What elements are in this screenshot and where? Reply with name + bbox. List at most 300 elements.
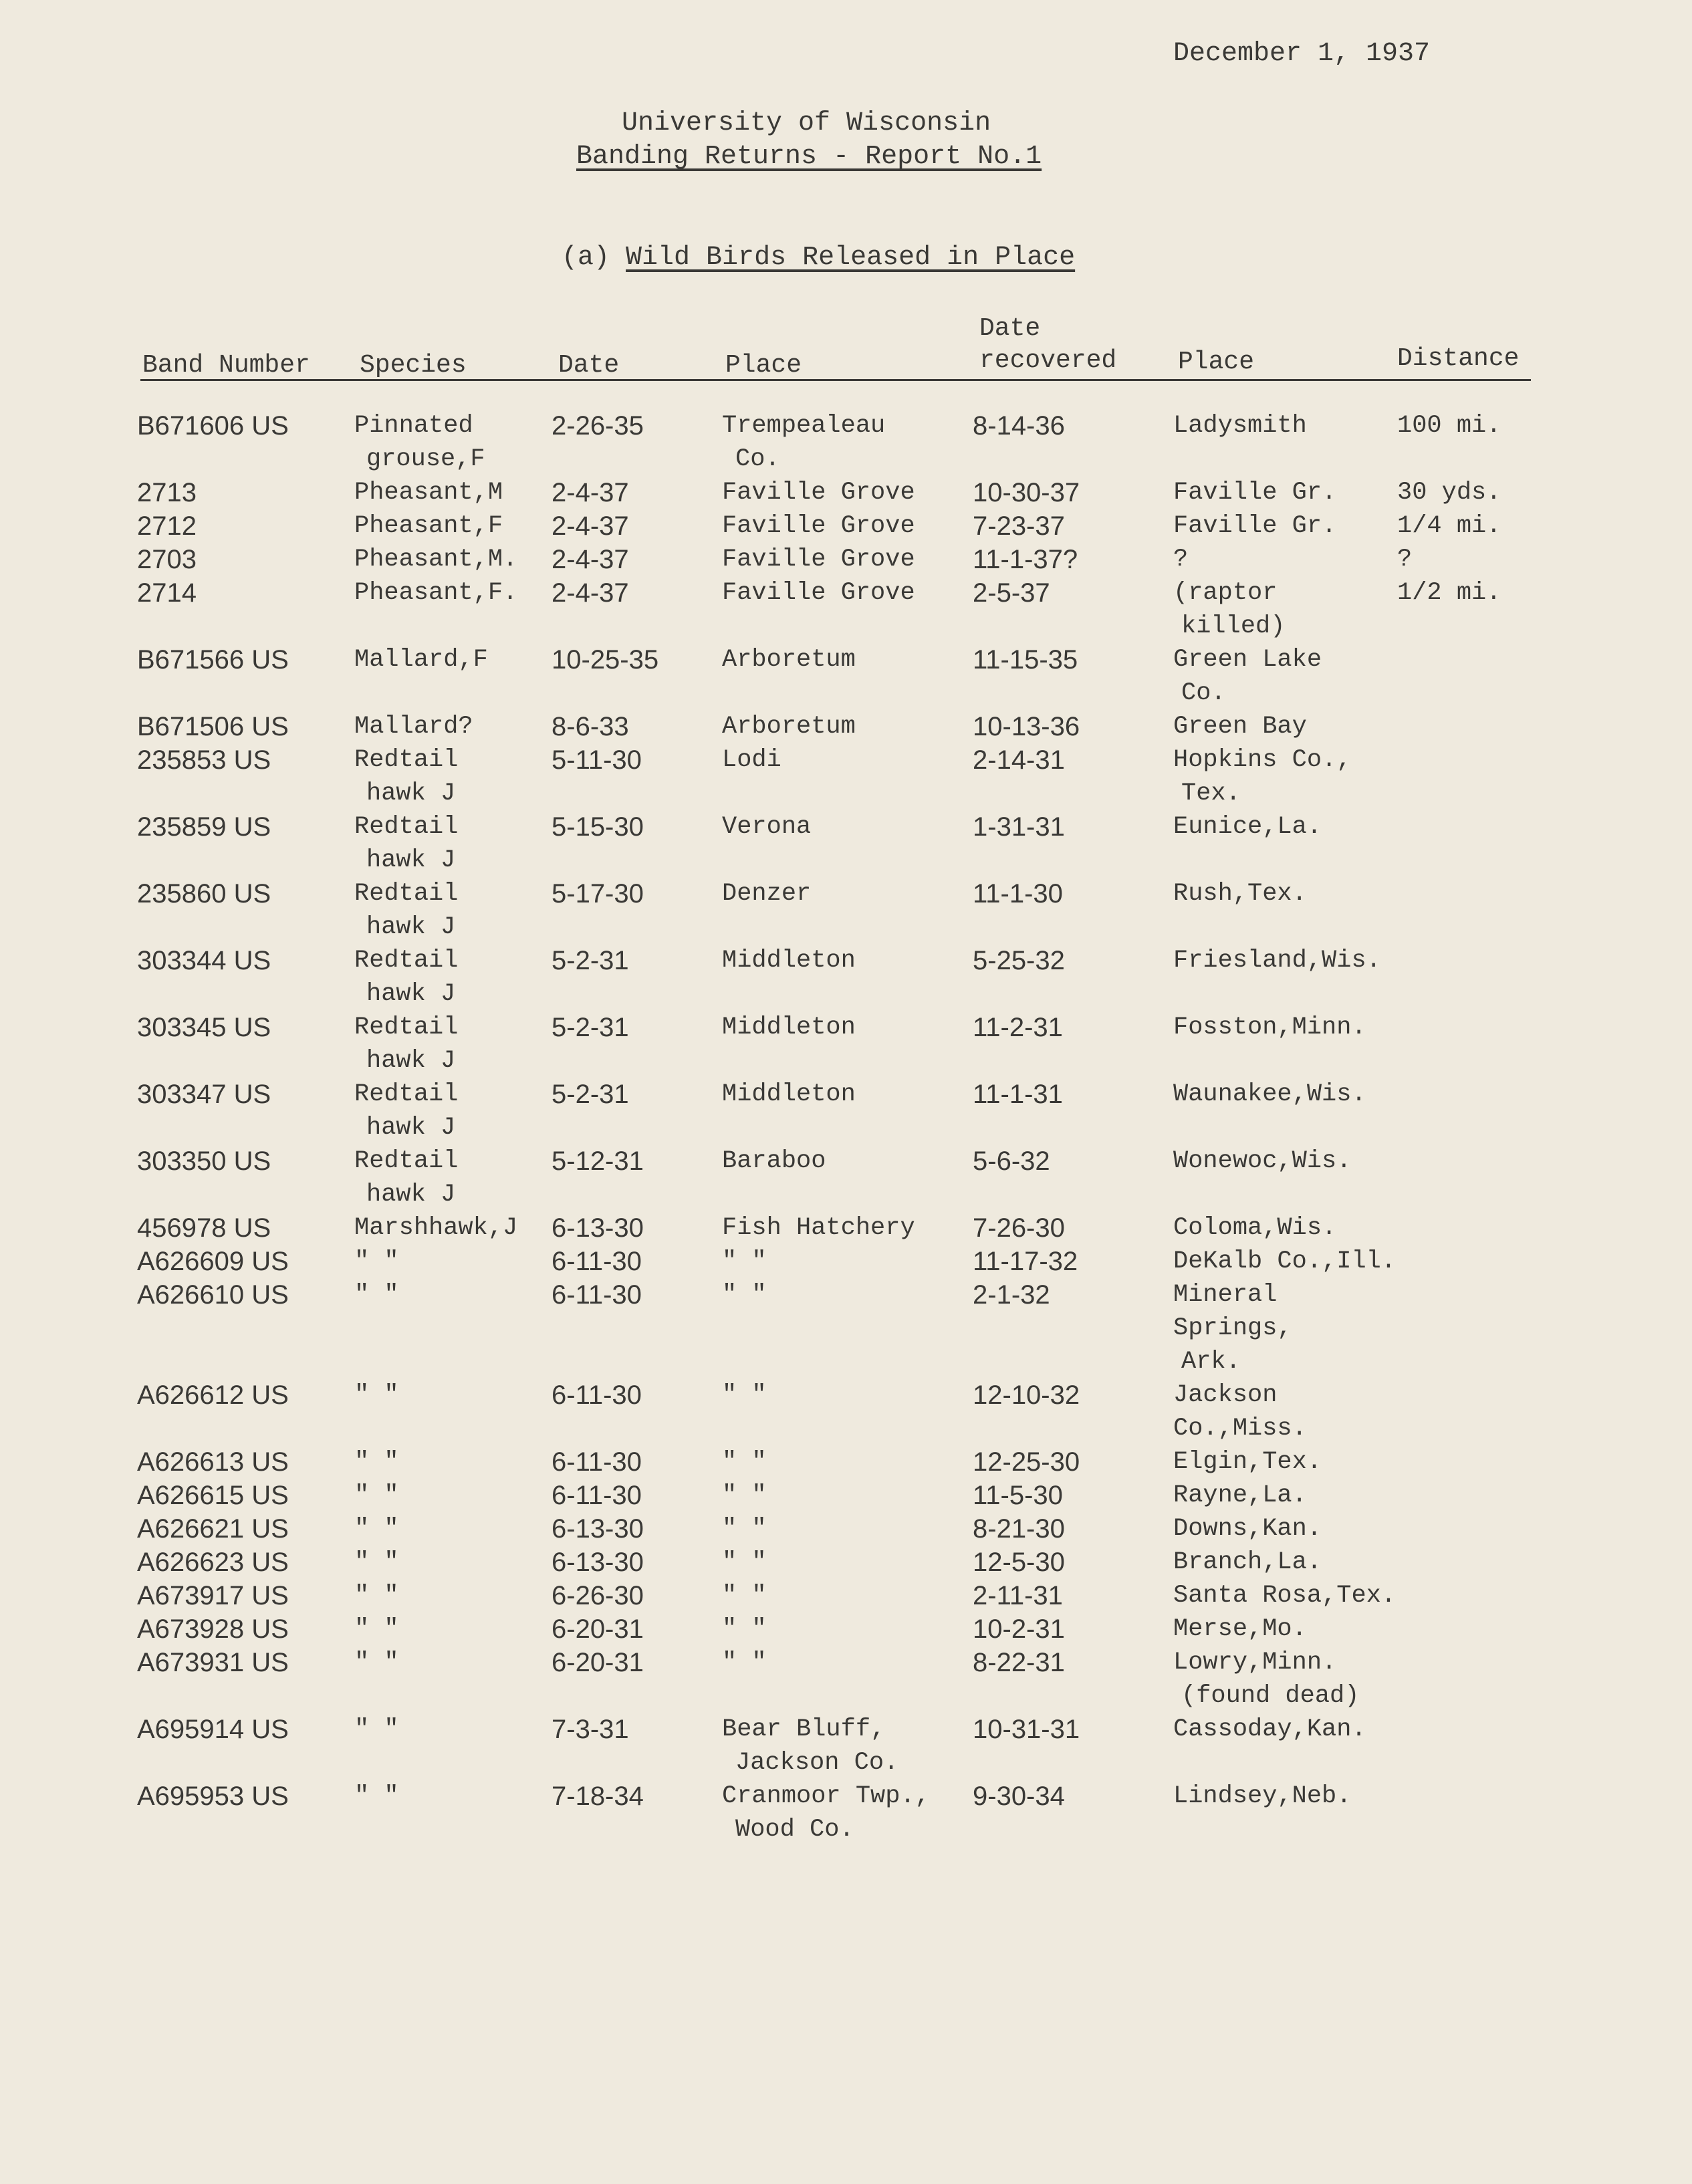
date-cell	[552, 1713, 722, 1780]
distance-cell	[1397, 1278, 1541, 1378]
distance-cell	[1397, 576, 1541, 643]
band-number-cell-text: A626610 US	[137, 1280, 289, 1310]
place-recovered-cell	[1173, 543, 1397, 576]
place-recovered-cell	[1173, 476, 1397, 509]
section-heading	[562, 243, 1075, 273]
date-recovered-cell-text: 7-23-37	[973, 511, 1065, 541]
place-recovered-cell	[1173, 1211, 1397, 1245]
date-cell-text: 6-11-30	[552, 1247, 642, 1276]
table-row	[137, 1211, 1541, 1245]
date-recovered-cell	[973, 643, 1173, 710]
table-row	[137, 743, 1541, 810]
band-number-cell	[137, 810, 354, 877]
band-number-cell-text: 456978 US	[137, 1213, 271, 1243]
species-cell-text: Redtail	[354, 1080, 459, 1108]
band-number-cell	[137, 1512, 354, 1546]
species-cell	[354, 1278, 552, 1378]
date-cell-text: 5-2-31	[552, 1080, 629, 1109]
place-recovered-cell-text: Downs,Kan.	[1173, 1515, 1322, 1543]
date-cell	[552, 543, 722, 576]
species-cell-text: hawk J	[366, 913, 456, 941]
distance-cell	[1397, 743, 1541, 810]
col-date-recovered-top: Date	[979, 314, 1041, 343]
species-cell-text: hawk J	[366, 980, 456, 1008]
date-recovered-cell	[973, 509, 1173, 543]
date-recovered-cell-text: 2-11-31	[973, 1581, 1063, 1610]
date-cell	[552, 1378, 722, 1445]
species-cell-text: Redtail	[354, 1147, 459, 1175]
place-cell	[722, 543, 973, 576]
band-number-cell-text: A626623 US	[137, 1548, 289, 1577]
place-recovered-cell-text: Rush,Tex.	[1173, 880, 1307, 908]
place-recovered-cell-text: Co.	[1181, 679, 1226, 707]
place-cell-text: " "	[722, 1481, 767, 1509]
place-recovered-cell	[1173, 409, 1397, 476]
date-cell-text: 2-26-35	[552, 411, 644, 441]
place-recovered-cell	[1173, 944, 1397, 1011]
place-recovered-cell	[1173, 1546, 1397, 1579]
distance-cell	[1397, 1011, 1541, 1078]
distance-cell	[1397, 1612, 1541, 1646]
band-number-cell-text: A695953 US	[137, 1782, 289, 1811]
place-recovered-cell-text: Eunice,La.	[1173, 813, 1322, 841]
date-recovered-cell	[973, 1512, 1173, 1546]
band-number-cell-text: A695914 US	[137, 1715, 289, 1744]
place-cell-text: " "	[722, 1448, 767, 1476]
table-row	[137, 1780, 1541, 1846]
date-recovered-cell	[973, 1378, 1173, 1445]
species-cell-text: Redtail	[354, 813, 459, 841]
place-cell-text: Arboretum	[722, 713, 856, 741]
date-cell-text: 6-11-30	[552, 1447, 642, 1477]
distance-cell	[1397, 1780, 1541, 1846]
place-cell-text: " "	[722, 1281, 767, 1309]
distance-cell	[1397, 1546, 1541, 1579]
species-cell	[354, 1144, 552, 1211]
date-recovered-cell	[973, 877, 1173, 944]
place-recovered-cell-text: Fosston,Minn.	[1173, 1013, 1366, 1042]
band-number-cell	[137, 1245, 354, 1278]
table-row	[137, 543, 1541, 576]
place-recovered-cell	[1173, 576, 1397, 643]
date-cell-text: 10-25-35	[552, 645, 659, 675]
distance-cell	[1397, 1445, 1541, 1479]
place-cell-text: " "	[722, 1615, 767, 1643]
band-number-cell	[137, 743, 354, 810]
banding-table	[137, 409, 1541, 1846]
date-cell-text: 6-20-31	[552, 1614, 644, 1644]
date-recovered-cell	[973, 743, 1173, 810]
table-row	[137, 576, 1541, 643]
place-recovered-cell-text: Elgin,Tex.	[1173, 1448, 1322, 1476]
band-number-cell	[137, 1144, 354, 1211]
place-cell	[722, 1245, 973, 1278]
date-cell	[552, 643, 722, 710]
place-recovered-cell	[1173, 643, 1397, 710]
place-recovered-cell	[1173, 1713, 1397, 1780]
date-recovered-cell-text: 12-25-30	[973, 1447, 1080, 1477]
date-cell-text: 8-6-33	[552, 712, 629, 741]
place-recovered-cell	[1173, 1780, 1397, 1846]
band-number-cell	[137, 643, 354, 710]
distance-cell-text: 1/2 mi.	[1397, 579, 1501, 607]
place-recovered-cell-text: Hopkins Co.,	[1173, 746, 1352, 774]
date-cell-text: 5-2-31	[552, 946, 629, 975]
place-recovered-cell	[1173, 1245, 1397, 1278]
species-cell	[354, 576, 552, 643]
date-recovered-cell	[973, 1713, 1173, 1780]
place-cell-text: Jackson Co.	[735, 1749, 899, 1777]
place-recovered-cell-text: killed)	[1181, 612, 1286, 640]
place-cell-text: " "	[722, 1515, 767, 1543]
species-cell-text: " "	[354, 1782, 399, 1810]
date-recovered-cell-text: 11-2-31	[973, 1013, 1063, 1042]
table-row	[137, 1445, 1541, 1479]
band-number-cell-text: B671566 US	[137, 645, 289, 675]
distance-cell	[1397, 409, 1541, 476]
species-cell-text: " "	[354, 1615, 399, 1643]
place-cell	[722, 1546, 973, 1579]
distance-cell-text: 30 yds.	[1397, 479, 1501, 507]
band-number-cell-text: 235860 US	[137, 879, 271, 908]
place-recovered-cell	[1173, 1445, 1397, 1479]
band-number-cell-text: 303344 US	[137, 946, 271, 975]
report-title: Banding Returns - Report No.1	[576, 142, 1042, 172]
species-cell-text: " "	[354, 1281, 399, 1309]
species-cell-text: " "	[354, 1515, 399, 1543]
place-cell	[722, 1780, 973, 1846]
distance-cell	[1397, 1646, 1541, 1713]
species-cell-text: Pheasant,M	[354, 479, 503, 507]
species-cell	[354, 944, 552, 1011]
place-cell	[722, 476, 973, 509]
date-cell-text: 7-3-31	[552, 1715, 629, 1744]
place-cell	[722, 643, 973, 710]
date-cell-text: 5-15-30	[552, 812, 644, 842]
place-cell-text: Baraboo	[722, 1147, 826, 1175]
band-number-cell-text: 303350 US	[137, 1146, 271, 1176]
place-cell	[722, 1278, 973, 1378]
date-cell-text: 6-20-31	[552, 1648, 644, 1677]
date-cell-text: 2-4-37	[552, 545, 629, 574]
distance-cell	[1397, 710, 1541, 743]
band-number-cell-text: A626609 US	[137, 1247, 289, 1276]
band-number-cell-text: A673931 US	[137, 1648, 289, 1677]
table-row	[137, 1078, 1541, 1144]
place-recovered-cell	[1173, 1078, 1397, 1144]
place-recovered-cell-text: Ark.	[1181, 1348, 1241, 1376]
place-cell-text: " "	[722, 1649, 767, 1677]
species-cell	[354, 810, 552, 877]
date-cell	[552, 1278, 722, 1378]
band-number-cell-text: 303345 US	[137, 1013, 271, 1042]
col-place-recovered: Place	[1178, 348, 1255, 376]
distance-cell-text: ?	[1397, 545, 1413, 574]
place-cell-text: Middleton	[722, 1013, 856, 1042]
date-recovered-cell-text: 11-1-30	[973, 879, 1063, 908]
date-recovered-cell	[973, 1612, 1173, 1646]
species-cell-text: " "	[354, 1548, 399, 1576]
date-cell	[552, 944, 722, 1011]
place-cell	[722, 810, 973, 877]
date-cell	[552, 1646, 722, 1713]
distance-cell	[1397, 1713, 1541, 1780]
date-recovered-cell-text: 11-5-30	[973, 1481, 1063, 1510]
date-cell-text: 6-11-30	[552, 1280, 642, 1310]
place-cell	[722, 1612, 973, 1646]
table-row	[137, 1612, 1541, 1646]
place-cell-text: Middleton	[722, 1080, 856, 1108]
band-number-cell	[137, 1612, 354, 1646]
report-date: December 1, 1937	[1173, 39, 1431, 69]
distance-cell	[1397, 810, 1541, 877]
place-recovered-cell-text: Faville Gr.	[1173, 512, 1337, 540]
species-cell	[354, 1378, 552, 1445]
date-cell	[552, 1512, 722, 1546]
date-cell-text: 7-18-34	[552, 1782, 644, 1811]
place-recovered-cell-text: Coloma,Wis.	[1173, 1214, 1337, 1242]
date-cell-text: 6-26-30	[552, 1581, 644, 1610]
species-cell	[354, 409, 552, 476]
date-cell	[552, 1245, 722, 1278]
place-recovered-cell	[1173, 1378, 1397, 1445]
date-cell	[552, 576, 722, 643]
band-number-cell-text: 303347 US	[137, 1080, 271, 1109]
place-recovered-cell-text: Lowry,Minn.	[1173, 1649, 1337, 1677]
date-recovered-cell-text: 1-31-31	[973, 812, 1065, 842]
place-cell	[722, 1646, 973, 1713]
distance-cell	[1397, 1479, 1541, 1512]
table-row	[137, 1646, 1541, 1713]
band-number-cell-text: 2712	[137, 511, 197, 541]
table-row	[137, 877, 1541, 944]
species-cell	[354, 1512, 552, 1546]
species-cell-text: " "	[354, 1381, 399, 1409]
table-row	[137, 1713, 1541, 1780]
table-row	[137, 476, 1541, 509]
place-cell-text: " "	[722, 1247, 767, 1276]
date-recovered-cell	[973, 1211, 1173, 1245]
place-cell	[722, 877, 973, 944]
table-row	[137, 810, 1541, 877]
date-recovered-cell-text: 12-5-30	[973, 1548, 1065, 1577]
date-cell-text: 5-11-30	[552, 745, 642, 775]
species-cell	[354, 509, 552, 543]
date-recovered-cell	[973, 1479, 1173, 1512]
species-cell	[354, 1713, 552, 1780]
species-cell	[354, 1211, 552, 1245]
table-row	[137, 1378, 1541, 1445]
date-cell-text: 6-13-30	[552, 1548, 644, 1577]
band-number-cell	[137, 1278, 354, 1378]
place-recovered-cell	[1173, 1646, 1397, 1713]
date-cell-text: 5-2-31	[552, 1013, 629, 1042]
place-cell	[722, 743, 973, 810]
distance-cell	[1397, 877, 1541, 944]
band-number-cell-text: A626612 US	[137, 1380, 289, 1410]
date-recovered-cell	[973, 409, 1173, 476]
date-recovered-cell	[973, 710, 1173, 743]
species-cell	[354, 710, 552, 743]
date-recovered-cell	[973, 1245, 1173, 1278]
species-cell-text: Redtail	[354, 947, 459, 975]
species-cell	[354, 1445, 552, 1479]
place-cell-text: Faville Grove	[722, 512, 915, 540]
species-cell-text: " "	[354, 1481, 399, 1509]
place-recovered-cell	[1173, 743, 1397, 810]
date-recovered-cell-text: 8-21-30	[973, 1514, 1065, 1544]
table-row	[137, 1479, 1541, 1512]
distance-cell	[1397, 1078, 1541, 1144]
col-date: Date	[558, 351, 620, 380]
band-number-cell-text: 2703	[137, 545, 197, 574]
date-cell-text: 5-17-30	[552, 879, 644, 908]
place-cell	[722, 710, 973, 743]
date-recovered-cell	[973, 1546, 1173, 1579]
species-cell-text: grouse,F	[366, 445, 485, 473]
table-row	[137, 509, 1541, 543]
place-recovered-cell-text: Waunakee,Wis.	[1173, 1080, 1366, 1108]
band-number-cell	[137, 877, 354, 944]
date-recovered-cell-text: 10-31-31	[973, 1715, 1080, 1744]
place-cell	[722, 1011, 973, 1078]
species-cell-text: Pheasant,F.	[354, 579, 518, 607]
place-cell	[722, 409, 973, 476]
species-cell-text: " "	[354, 1247, 399, 1276]
table-row	[137, 643, 1541, 710]
species-cell	[354, 743, 552, 810]
band-number-cell	[137, 1713, 354, 1780]
date-recovered-cell	[973, 1078, 1173, 1144]
band-number-cell-text: 2714	[137, 578, 197, 608]
place-recovered-cell-text: Santa Rosa,Tex.	[1173, 1582, 1397, 1610]
date-cell	[552, 1579, 722, 1612]
species-cell-text: Pheasant,M.	[354, 545, 518, 574]
band-number-cell	[137, 1646, 354, 1713]
band-number-cell-text: B671506 US	[137, 712, 289, 741]
distance-cell	[1397, 944, 1541, 1011]
table-row	[137, 409, 1541, 476]
band-number-cell-text: A626613 US	[137, 1447, 289, 1477]
place-recovered-cell	[1173, 710, 1397, 743]
place-cell-text: Trempealeau	[722, 412, 886, 440]
species-cell-text: Pinnated	[354, 412, 473, 440]
place-cell-text: Denzer	[722, 880, 812, 908]
date-recovered-cell-text: 11-17-32	[973, 1247, 1078, 1276]
distance-cell	[1397, 476, 1541, 509]
date-recovered-cell	[973, 1278, 1173, 1378]
date-cell-text: 6-13-30	[552, 1514, 644, 1544]
banding-table-body	[137, 409, 1541, 1846]
distance-cell	[1397, 509, 1541, 543]
date-cell	[552, 1011, 722, 1078]
species-cell-text: Marshhawk,J	[354, 1214, 518, 1242]
place-cell-text: Cranmoor Twp.,	[722, 1782, 930, 1810]
date-recovered-cell	[973, 1011, 1173, 1078]
band-number-cell	[137, 476, 354, 509]
place-recovered-cell-text: Green Lake	[1173, 646, 1322, 674]
date-cell-text: 2-4-37	[552, 478, 629, 507]
place-recovered-cell-text: Tex.	[1181, 779, 1241, 808]
place-recovered-cell	[1173, 1612, 1397, 1646]
date-cell	[552, 743, 722, 810]
date-recovered-cell	[973, 476, 1173, 509]
date-recovered-cell-text: 11-15-35	[973, 645, 1078, 675]
distance-cell	[1397, 1144, 1541, 1211]
band-number-cell-text: 235859 US	[137, 812, 271, 842]
band-number-cell	[137, 509, 354, 543]
date-cell-text: 5-12-31	[552, 1146, 644, 1176]
date-recovered-cell-text: 11-1-31	[973, 1080, 1063, 1109]
date-recovered-cell	[973, 1579, 1173, 1612]
place-recovered-cell-text: Merse,Mo.	[1173, 1615, 1307, 1643]
band-number-cell-text: 2713	[137, 478, 197, 507]
band-number-cell-text: B671606 US	[137, 411, 289, 441]
place-recovered-cell-text: Mineral Springs,	[1173, 1281, 1292, 1342]
species-cell	[354, 643, 552, 710]
date-cell	[552, 1612, 722, 1646]
place-cell-text: Faville Grove	[722, 479, 915, 507]
section-title: Wild Birds Released in Place	[626, 243, 1076, 273]
date-recovered-cell	[973, 543, 1173, 576]
species-cell	[354, 1646, 552, 1713]
date-cell	[552, 1144, 722, 1211]
place-recovered-cell-text: Wonewoc,Wis.	[1173, 1147, 1352, 1175]
band-number-cell	[137, 409, 354, 476]
date-recovered-cell	[973, 1646, 1173, 1713]
date-cell-text: 6-11-30	[552, 1380, 642, 1410]
col-band-number: Band Number	[142, 351, 310, 380]
date-recovered-cell	[973, 810, 1173, 877]
table-row	[137, 1579, 1541, 1612]
place-cell-text: Bear Bluff,	[722, 1715, 886, 1743]
place-cell	[722, 576, 973, 643]
place-cell	[722, 944, 973, 1011]
species-cell	[354, 1546, 552, 1579]
date-recovered-cell-text: 2-1-32	[973, 1280, 1050, 1310]
place-recovered-cell	[1173, 1579, 1397, 1612]
date-cell	[552, 476, 722, 509]
band-number-cell	[137, 944, 354, 1011]
species-cell-text: hawk J	[366, 779, 456, 808]
section-prefix: (a)	[562, 243, 610, 273]
band-number-cell	[137, 1011, 354, 1078]
band-number-cell	[137, 1780, 354, 1846]
date-cell-text: 6-11-30	[552, 1481, 642, 1510]
distance-cell	[1397, 1378, 1541, 1445]
species-cell-text: Redtail	[354, 1013, 459, 1042]
band-number-cell	[137, 1078, 354, 1144]
table-row	[137, 1546, 1541, 1579]
date-recovered-cell-text: 2-5-37	[973, 578, 1050, 608]
place-recovered-cell-text: Green Bay	[1173, 713, 1307, 741]
date-recovered-cell-text: 11-1-37?	[973, 545, 1078, 574]
species-cell-text: " "	[354, 1649, 399, 1677]
place-cell-text: Arboretum	[722, 646, 856, 674]
place-recovered-cell-text: Lindsey,Neb.	[1173, 1782, 1352, 1810]
band-number-cell	[137, 1211, 354, 1245]
place-cell-text: Lodi	[722, 746, 781, 774]
species-cell-text: Mallard?	[354, 713, 473, 741]
date-recovered-cell-text: 10-2-31	[973, 1614, 1065, 1644]
place-cell-text: Faville Grove	[722, 545, 915, 574]
species-cell-text: Mallard,F	[354, 646, 488, 674]
species-cell-text: " "	[354, 1715, 399, 1743]
distance-cell	[1397, 1245, 1541, 1278]
date-cell	[552, 1479, 722, 1512]
table-row	[137, 710, 1541, 743]
band-number-cell	[137, 710, 354, 743]
